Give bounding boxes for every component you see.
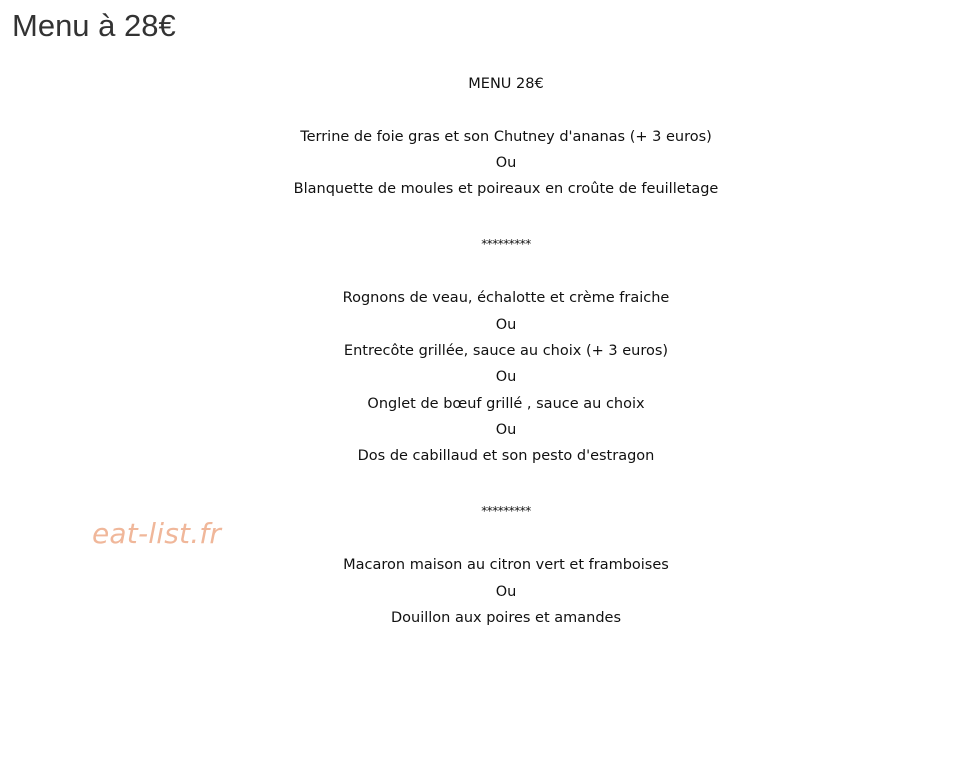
menu-or: Ou bbox=[495, 154, 517, 171]
spacer bbox=[0, 469, 956, 497]
watermark: eat-list.fr bbox=[92, 517, 222, 550]
main-item: Entrecôte grillée, sauce au choix (+ 3 euros) bbox=[343, 342, 669, 359]
starter-item: Terrine de foie gras et son Chutney d'ananas (+ 3 euros) bbox=[300, 128, 712, 145]
main-item: Rognons de veau, échalotte et crème fraiche bbox=[342, 290, 670, 307]
spacer bbox=[0, 97, 956, 123]
dessert-item: Douillon aux poires et amandes bbox=[390, 609, 622, 626]
separator: ********* bbox=[481, 503, 531, 518]
menu-or: Ou bbox=[495, 369, 517, 386]
separator: ********* bbox=[481, 236, 531, 251]
menu-or: Ou bbox=[495, 421, 517, 438]
spacer bbox=[0, 257, 956, 285]
page-title: Menu à 28€ bbox=[12, 8, 176, 43]
spacer bbox=[0, 202, 956, 230]
starter-item: Blanquette de moules et poireaux en croûte de feuilletage bbox=[293, 181, 719, 198]
menu-or: Ou bbox=[495, 316, 517, 333]
main-item: Onglet de bœuf grillé , sauce au choix bbox=[367, 395, 645, 412]
menu-or: Ou bbox=[495, 583, 517, 600]
main-item: Dos de cabillaud et son pesto d'estragon bbox=[357, 448, 655, 465]
menu-heading: MENU 28€ bbox=[468, 76, 544, 92]
dessert-item: Macaron maison au citron vert et framboises bbox=[343, 557, 669, 574]
